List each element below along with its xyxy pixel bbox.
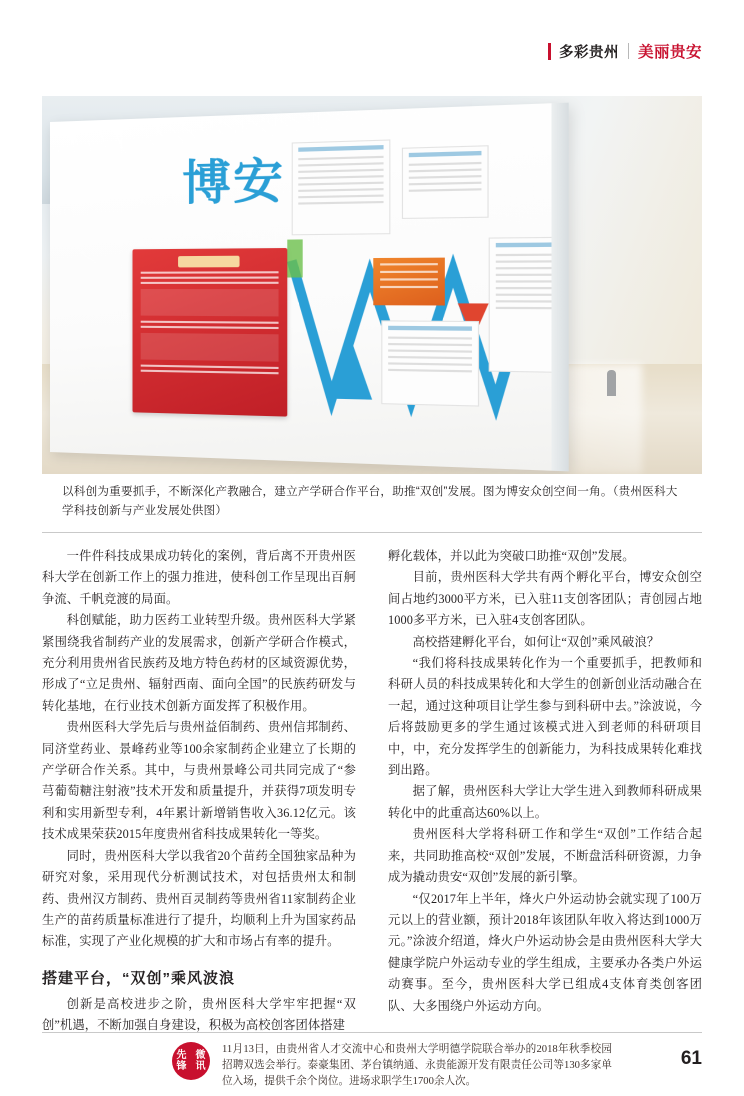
- wall-orange-card: [373, 258, 445, 306]
- wall-logo-main: 博安: [182, 152, 286, 211]
- footer-badge-line2: 微讯: [195, 1050, 206, 1072]
- footer-divider: [42, 1032, 702, 1033]
- paragraph: 科创赋能，助力医药工业转型升级。贵州医科大学紧紧围绕我省制药产业的发展需求，创新产学研合作模式，充分利用贵州省民族药及地方特色药材的区域资源优势，形成了“立足贵州、辐射西南、面向全国”的民族药研发与转化基地，在行业技术创新方面发挥了积极作用。: [42, 613, 356, 713]
- footer-badge-line1: 先锋: [176, 1050, 187, 1072]
- page-number: 61: [680, 1048, 702, 1069]
- feature-photo: [42, 96, 702, 474]
- wall-doc-card-1: [292, 139, 391, 235]
- paragraph: “我们将科技成果转化作为一个重要抓手，把教师和科研人员的科技成果转化和大学生的创新创业活动融合在一起，通过这种项目让学生参与到科研中去。”涂波说，今后将鼓励更多的学生通过该模式进入到老师的科研项目中，中，充分发挥学生的创新能力，为科技成果转化难找到出路。: [388, 656, 702, 778]
- paragraph: 贵州医科大学先后与贵州益佰制药、贵州信邦制药、同济堂药业、景峰药业等100余家制药企业建立了长期的产学研合作关系。其中，与贵州景峰公司共同完成了“参芎葡萄糖注射液”技术开发和质量提升，并获得7项发明专利和实用新型专利，4年累计新增销售收入36.12亿元。该技术成果荣获2015年度贵州省科技成果转化一等奖。: [42, 720, 356, 842]
- wall-edge-column: [551, 103, 568, 472]
- right-column: [388, 546, 702, 1021]
- header-left-title: 多彩贵州: [558, 44, 619, 61]
- page-header: [548, 40, 702, 62]
- red-panel-title-bar: [178, 256, 239, 268]
- paragraph: “仅2017年上半年，烽火户外运动协会就实现了100万元以上的营业额，预计2018年该团队年收入将达到1000万元。”涂波介绍道，烽火户外运动协会是由贵州医科大学大健康学院户外运动专业的学生组成，主要承办各类户外运动赛事。至今，贵州医科大学已组成4支体育类创客团队、大多围绕户外运动方向。: [388, 891, 702, 1013]
- photo-person: [607, 370, 616, 396]
- left-column: [42, 546, 356, 1033]
- paragraph: 目前，贵州医科大学共有两个孵化平台，博安众创空间占地约3000平方米，已入驻11支创客团队；青创园占地1000多平方米，已入驻4支创客团队。: [388, 570, 702, 628]
- footer-badge: [172, 1042, 210, 1080]
- caption-divider: [42, 532, 702, 533]
- article-body: [42, 546, 702, 1033]
- wall-doc-card-3: [381, 320, 479, 406]
- header-accent-bar: [548, 43, 551, 60]
- header-divider: [628, 43, 629, 59]
- wall-doc-card-4: [489, 237, 559, 373]
- paragraph: 同时，贵州医科大学以我省20个苗药全国独家品种为研究对象，采用现代分析测试技术，对包括贵州太和制药、贵州汉方制药、贵州百灵制药等贵州省11家制药企业生产的苗药质量标准进行了提升，均顺利上升为国家药品标准，实现了产业化规模的扩大和市场占有率的提升。: [42, 848, 356, 949]
- footer-note: 11月13日，由贵州省人才交流中心和贵州大学明德学院联合举办的2018年秋季校园招聘双选会举行。泰豪集团、茅台镇纳通、永贵能源开发有限责任公司等130多家单位入场，提供千余个岗位。进场求职学生1700余人次。: [222, 1044, 612, 1088]
- wall-red-panel: [133, 248, 288, 417]
- paragraph: 一件件科技成果成功转化的案例，背后离不开贵州医科大学在创新工作上的强力推进，使科创工作呈现出百舸争流、千帆竞渡的局面。: [42, 549, 356, 606]
- section-subheading: 搭建平台，“双创”乘风波浪: [42, 969, 236, 987]
- paragraph: 贵州医科大学将科研工作和学生“双创”工作结合起来，共同助推高校“双创”发展，不断盘活科研资源，力争成为撬动贵安“双创”发展的新引擎。: [388, 827, 702, 885]
- paragraph: 高校搭建孵化平台，如何让“双创”乘风破浪？: [412, 634, 660, 649]
- paragraph: 据了解，贵州医科大学让大学生进入到教师科研成果转化中的此重高达60%以上。: [388, 784, 702, 820]
- paragraph: 创新是高校进步之阶，贵州医科大学牢牢把握“双创”机遇，不断加强自身建设，积极为高校创客团体搭建: [42, 996, 356, 1033]
- paragraph: 孵化载体，并以此为突破口助推“双创”发展。: [388, 549, 635, 563]
- photo-caption: 以科创为重要抓手，不断深化产教融合，建立产学研合作平台，助推“双创”发展。图为博安众创空间一角。（贵州医科大学科技创新与产业发展处供图）: [62, 485, 678, 517]
- photo-display-wall: [50, 103, 569, 472]
- header-right-title: 美丽贵安: [637, 44, 702, 61]
- wall-doc-card-2: [402, 145, 489, 219]
